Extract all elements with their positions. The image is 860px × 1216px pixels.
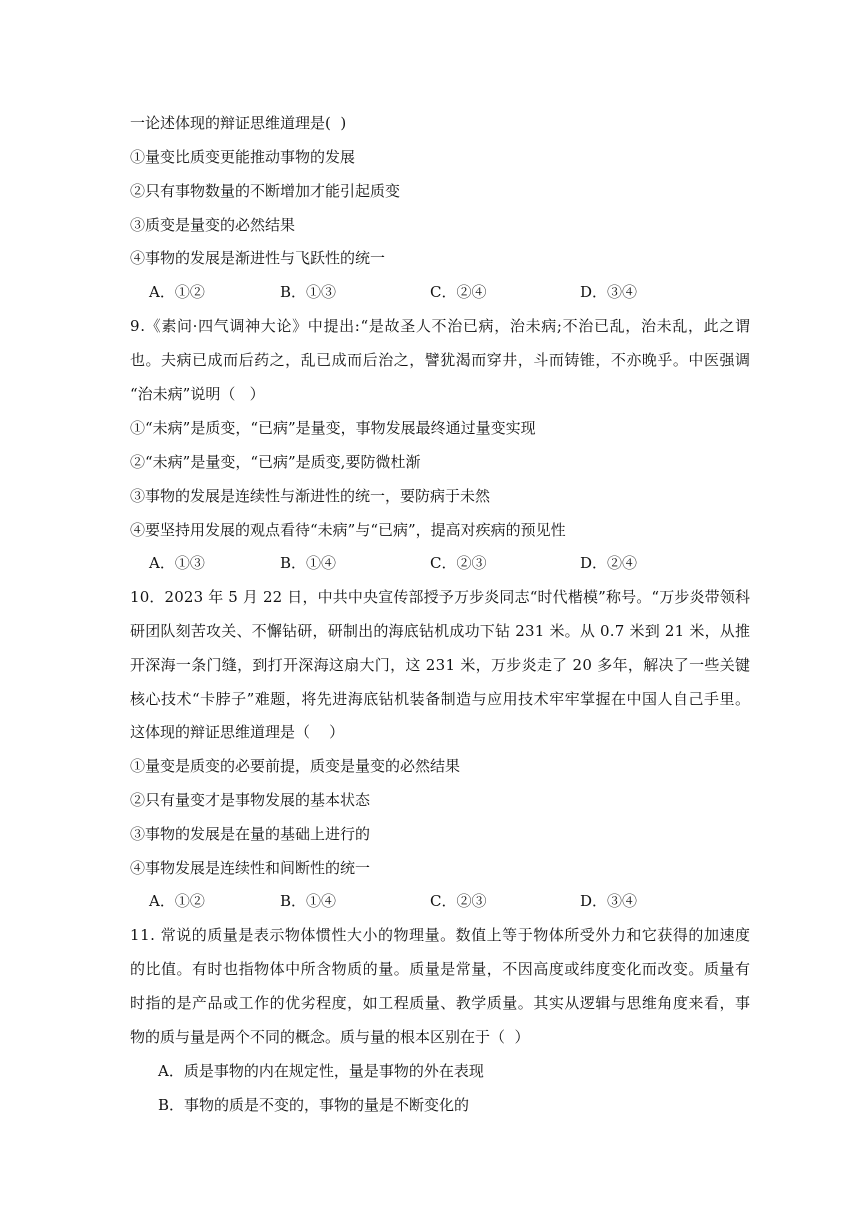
q8-option-b: B．①③ (280, 283, 337, 301)
q9-option-c: C．②③ (430, 554, 487, 572)
q9-item-4: ④要坚持用发展的观点看待“未病”与“已病”，提高对疾病的预见性 (130, 521, 566, 539)
q9-option-b: B．①④ (280, 554, 337, 572)
q10-option-b: B．①④ (280, 892, 337, 910)
q10-item-1: ①量变是质变的必要前提，质变是量变的必然结果 (130, 757, 461, 775)
q10-stem-line-1: 10．2023 年 5 月 22 日，中共中央宣传部授予万步炎同志“时代楷模”称号。“万步炎带领科 (130, 588, 751, 606)
q9-item-3: ③事物的发展是连续性与渐进性的统一，要防病于未然 (130, 487, 491, 505)
q9-item-2: ②“未病”是量变，“已病”是质变,要防微杜渐 (130, 453, 421, 471)
q8-item-3: ③质变是量变的必然结果 (130, 216, 296, 234)
q8-stem-tail: 一论述体现的辩证思维道理是( ) (130, 114, 347, 132)
q10-stem-line-5: 这体现的辩证思维道理是（ ） (130, 723, 345, 741)
q11-stem-line-4: 物的质与量是两个不同的概念。质与量的根本区别在于（ ） (130, 1028, 530, 1046)
q8-item-4: ④事物的发展是渐进性与飞跃性的统一 (130, 249, 386, 267)
q10-stem-line-4: 核心技术“卡脖子”难题，将先进海底钻机装备制造与应用技术牢牢掌握在中国人自己手里。 (130, 690, 751, 708)
q10-item-4: ④事物发展是连续性和间断性的统一 (130, 859, 371, 877)
q10-item-3: ③事物的发展是在量的基础上进行的 (130, 825, 371, 843)
q8-option-d: D．③④ (580, 283, 638, 301)
q11-stem-line-3: 时指的是产品或工作的优劣程度，如工程质量、教学质量。其实从逻辑与思维角度来看，事 (130, 994, 751, 1012)
q8-option-c: C．②④ (430, 283, 487, 301)
q9-option-a: A．①③ (149, 554, 205, 572)
q10-stem-line-3: 开深海一条门缝，到打开深海这扇大门，这 231 米，万步炎走了 20 多年，解决了一些关键 (130, 656, 751, 674)
q8-item-2: ②只有事物数量的不断增加才能引起质变 (130, 182, 401, 200)
q9-stem-line-2: 也。夫病已成而后药之，乱已成而后治之，譬犹渴而穿井，斗而铸锥，不亦晚乎。中医强调 (130, 351, 751, 369)
q11-option-a: A．质是事物的内在规定性，量是事物的外在表现 (158, 1062, 484, 1080)
q10-stem-line-2: 研团队刻苦攻关、不懈钻研，研制出的海底钻机成功下钻 231 米。从 0.7 米到 21 米，从推 (130, 622, 751, 640)
q11-stem-line-2: 的比值。有时也指物体中所含物质的量。质量是常量，不因高度或纬度变化而改变。质量有 (130, 960, 751, 978)
q9-option-d: D．②④ (580, 554, 638, 572)
q10-item-2: ②只有量变才是事物发展的基本状态 (130, 791, 371, 809)
q10-option-c: C．②③ (430, 892, 487, 910)
q10-option-d: D．③④ (580, 892, 638, 910)
q8-item-1: ①量变比质变更能推动事物的发展 (130, 148, 356, 166)
q9-stem-line-3: “治未病”说明（ ） (130, 385, 265, 403)
q11-option-b: B．事物的质是不变的，事物的量是不断变化的 (158, 1096, 470, 1114)
q8-option-a: A．①② (149, 283, 205, 301)
q10-option-a: A．①② (149, 892, 205, 910)
q9-stem-line-1: 9.《素问·四气调神大论》中提出:“是故圣人不治已病，治未病;不治已乱，治未乱，此之谓 (130, 317, 751, 335)
q11-stem-line-1: 11. 常说的质量是表示物体惯性大小的物理量。数值上等于物体所受外力和它获得的加速度 (130, 926, 751, 944)
q9-item-1: ①“未病”是质变，“已病”是量变，事物发展最终通过量变实现 (130, 419, 536, 437)
